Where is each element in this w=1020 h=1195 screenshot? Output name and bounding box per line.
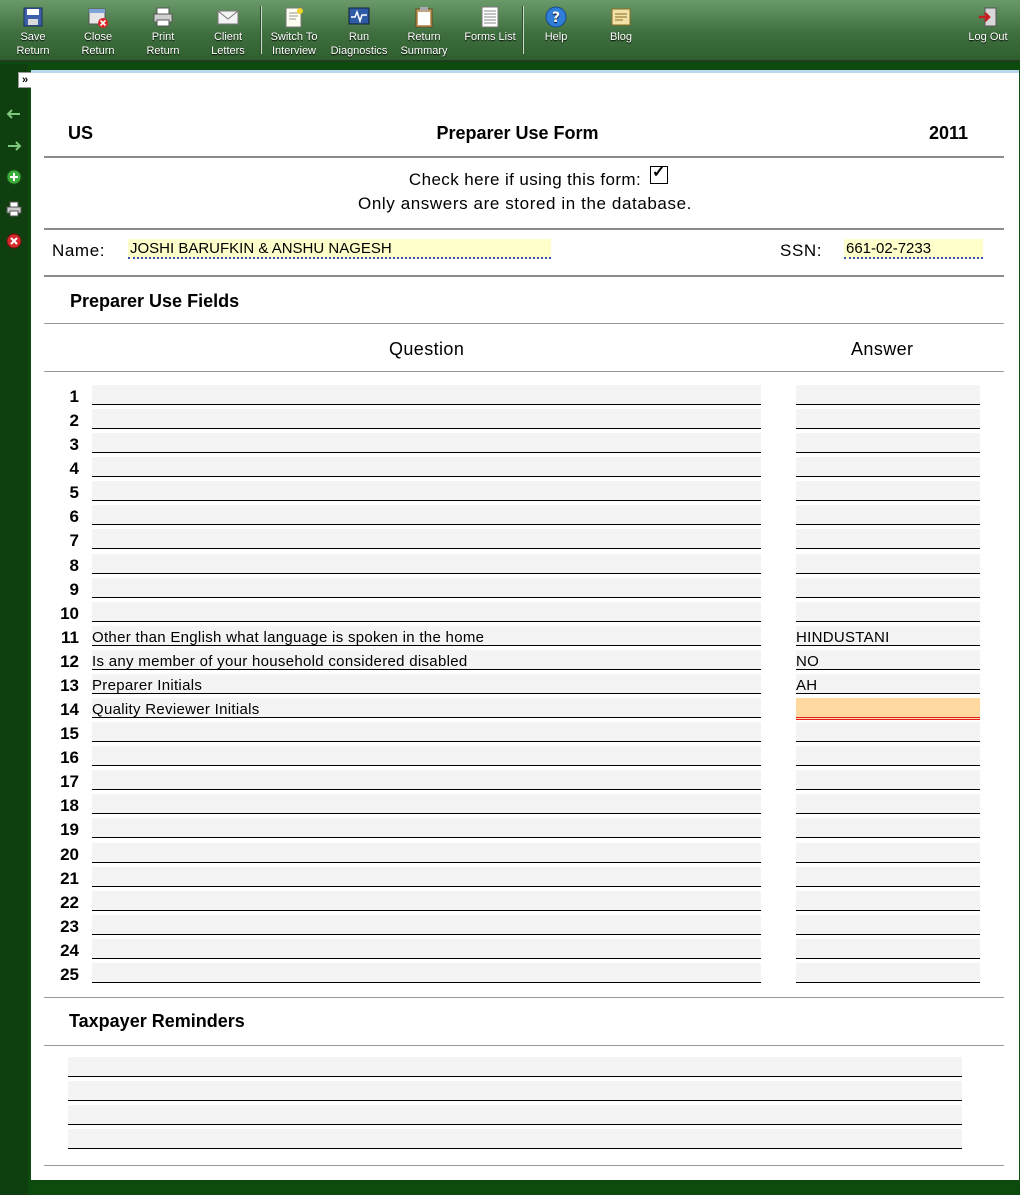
answer-field[interactable] bbox=[796, 554, 980, 574]
answer-field[interactable] bbox=[796, 891, 980, 911]
save-icon bbox=[22, 6, 44, 28]
return-summary-label: Return Summary bbox=[400, 31, 448, 57]
question-field[interactable] bbox=[92, 433, 761, 453]
forms-list-button[interactable] bbox=[458, 4, 522, 60]
close-return-button[interactable] bbox=[66, 4, 130, 60]
row-number: 17 bbox=[60, 772, 79, 791]
close-return-label: Close Return bbox=[81, 31, 115, 57]
answer-field[interactable] bbox=[796, 770, 980, 790]
question-field[interactable] bbox=[92, 481, 761, 501]
answer-field[interactable]: NO bbox=[796, 650, 980, 670]
divider bbox=[44, 156, 1004, 158]
row-number: 25 bbox=[60, 965, 79, 984]
ssn-field[interactable]: 661-02-7233 bbox=[844, 239, 983, 259]
table-row bbox=[31, 818, 1019, 842]
answer-field[interactable] bbox=[796, 602, 980, 622]
forms-list-label: Forms List bbox=[464, 31, 516, 43]
reminder-line[interactable] bbox=[68, 1105, 962, 1125]
diagnostics-icon bbox=[348, 6, 370, 28]
question-field[interactable] bbox=[92, 554, 761, 574]
question-field[interactable] bbox=[92, 794, 761, 814]
switch-to-interview-label: Switch To Interview bbox=[270, 31, 318, 57]
question-field[interactable] bbox=[92, 770, 761, 790]
question-field[interactable] bbox=[92, 529, 761, 549]
divider bbox=[44, 1165, 1004, 1166]
answer-field[interactable]: AH bbox=[796, 674, 980, 694]
form-jurisdiction: US bbox=[68, 123, 94, 143]
row-number: 22 bbox=[60, 893, 79, 912]
table-row bbox=[31, 674, 1019, 698]
question-field[interactable] bbox=[92, 409, 761, 429]
divider bbox=[44, 997, 1004, 998]
row-number: 3 bbox=[69, 435, 79, 454]
answer-field[interactable] bbox=[796, 963, 980, 983]
divider bbox=[44, 228, 1004, 230]
question-field[interactable] bbox=[92, 939, 761, 959]
row-number: 6 bbox=[69, 507, 79, 526]
question-field[interactable] bbox=[92, 505, 761, 525]
reminder-line[interactable] bbox=[68, 1129, 962, 1149]
row-number: 24 bbox=[60, 941, 79, 960]
row-number: 1 bbox=[69, 387, 79, 406]
table-row bbox=[31, 891, 1019, 915]
table-row bbox=[31, 843, 1019, 867]
use-form-label: Check here if using this form: bbox=[408, 170, 642, 189]
answer-field[interactable] bbox=[796, 505, 980, 525]
side-rail bbox=[0, 64, 28, 1195]
question-field[interactable] bbox=[92, 385, 761, 405]
close-return-icon bbox=[87, 6, 109, 28]
name-label: Name: bbox=[52, 241, 106, 260]
answer-field[interactable] bbox=[796, 722, 980, 742]
page-title: Preparer Use Form bbox=[436, 123, 599, 143]
collapse-panel-button[interactable]: » bbox=[18, 72, 32, 88]
row-number: 19 bbox=[60, 820, 79, 839]
interview-icon bbox=[283, 6, 305, 28]
question-field[interactable]: Quality Reviewer Initials bbox=[92, 698, 761, 718]
table-row bbox=[31, 409, 1019, 433]
client-letters-label: Client Letters bbox=[211, 31, 245, 57]
question-field[interactable] bbox=[92, 722, 761, 742]
switch-to-interview-button[interactable] bbox=[262, 4, 326, 60]
row-number: 18 bbox=[60, 796, 79, 815]
form-panel bbox=[31, 70, 1019, 1180]
row-number: 5 bbox=[69, 483, 79, 502]
log-out-label: Log Out bbox=[968, 31, 1008, 43]
question-field[interactable] bbox=[92, 746, 761, 766]
table-row bbox=[31, 385, 1019, 409]
question-field[interactable] bbox=[92, 818, 761, 838]
answer-field[interactable] bbox=[796, 578, 980, 598]
blog-label: Blog bbox=[609, 31, 633, 43]
ssn-label: SSN: bbox=[780, 241, 823, 260]
question-field[interactable]: Is any member of your household considered disabled bbox=[92, 650, 761, 670]
list-icon bbox=[479, 6, 501, 28]
table-row bbox=[31, 529, 1019, 553]
row-number: 15 bbox=[60, 724, 79, 743]
question-field[interactable] bbox=[92, 457, 761, 477]
answer-field[interactable] bbox=[796, 915, 980, 935]
row-number: 2 bbox=[69, 411, 79, 430]
question-field[interactable] bbox=[92, 915, 761, 935]
blog-icon bbox=[610, 6, 632, 28]
question-field[interactable] bbox=[92, 602, 761, 622]
table-row bbox=[31, 963, 1019, 987]
arrow-left-icon[interactable] bbox=[6, 106, 22, 122]
reminder-line[interactable] bbox=[68, 1057, 962, 1077]
table-row bbox=[31, 626, 1019, 650]
divider bbox=[44, 275, 1004, 277]
row-number: 21 bbox=[60, 869, 79, 888]
question-field[interactable]: Preparer Initials bbox=[92, 674, 761, 694]
row-number: 23 bbox=[60, 917, 79, 936]
table-row bbox=[31, 794, 1019, 818]
add-icon[interactable] bbox=[6, 169, 22, 185]
save-return-button[interactable] bbox=[1, 4, 65, 60]
question-field[interactable] bbox=[92, 891, 761, 911]
answer-field[interactable] bbox=[796, 433, 980, 453]
question-field[interactable] bbox=[92, 963, 761, 983]
divider bbox=[44, 323, 1004, 324]
row-number: 13 bbox=[60, 676, 79, 695]
answer-field[interactable] bbox=[796, 385, 980, 405]
row-number: 7 bbox=[69, 531, 79, 550]
answer-field[interactable] bbox=[796, 818, 980, 838]
print-return-button[interactable] bbox=[131, 4, 195, 60]
client-letters-button[interactable] bbox=[196, 4, 260, 60]
row-number: 9 bbox=[69, 580, 79, 599]
envelope-icon bbox=[217, 6, 239, 28]
storage-note: Only answers are stored in the database. bbox=[358, 194, 692, 213]
table-row bbox=[31, 770, 1019, 794]
divider bbox=[44, 371, 1004, 372]
answer-field[interactable] bbox=[796, 457, 980, 477]
answer-field[interactable] bbox=[796, 794, 980, 814]
table-row bbox=[31, 554, 1019, 578]
preparer-use-fields-heading: Preparer Use Fields bbox=[70, 291, 240, 311]
row-number: 10 bbox=[60, 604, 79, 623]
checkmark-icon: ✓ bbox=[652, 164, 666, 181]
question-column-header: Question bbox=[389, 339, 465, 359]
printer-icon bbox=[152, 6, 174, 28]
row-number: 20 bbox=[60, 845, 79, 864]
table-row bbox=[31, 505, 1019, 529]
table-row bbox=[31, 867, 1019, 891]
taxpayer-reminders-heading: Taxpayer Reminders bbox=[69, 1011, 245, 1031]
table-row bbox=[31, 650, 1019, 674]
use-form-checkbox[interactable] bbox=[650, 166, 668, 184]
answer-field[interactable] bbox=[796, 867, 980, 887]
run-diagnostics-label: Run Diagnostics bbox=[330, 31, 388, 57]
table-row bbox=[31, 698, 1019, 722]
question-field[interactable] bbox=[92, 578, 761, 598]
name-field[interactable]: JOSHI BARUFKIN & ANSHU NAGESH bbox=[128, 239, 551, 259]
answer-field[interactable] bbox=[796, 481, 980, 501]
reminder-line[interactable] bbox=[68, 1081, 962, 1101]
help-icon bbox=[545, 6, 567, 28]
answer-field[interactable] bbox=[796, 939, 980, 959]
row-number: 8 bbox=[69, 556, 79, 575]
table-row bbox=[31, 722, 1019, 746]
table-row bbox=[31, 481, 1019, 505]
run-diagnostics-button[interactable] bbox=[327, 4, 391, 60]
logout-icon bbox=[977, 6, 999, 28]
answer-field[interactable] bbox=[796, 409, 980, 429]
clipboard-icon bbox=[413, 6, 435, 28]
row-number: 16 bbox=[60, 748, 79, 767]
table-row bbox=[31, 433, 1019, 457]
row-number: 14 bbox=[60, 700, 79, 719]
table-row bbox=[31, 939, 1019, 963]
form-year: 2011 bbox=[929, 123, 969, 143]
save-return-label: Save Return bbox=[16, 31, 50, 57]
row-number: 12 bbox=[60, 652, 79, 671]
answer-field[interactable] bbox=[796, 746, 980, 766]
question-field[interactable]: Other than English what language is spoken in the home bbox=[92, 626, 761, 646]
help-button[interactable] bbox=[524, 4, 588, 60]
row-number: 11 bbox=[61, 628, 79, 647]
table-row bbox=[31, 602, 1019, 626]
print-return-label: Print Return bbox=[146, 31, 180, 57]
table-row bbox=[31, 915, 1019, 939]
question-field[interactable] bbox=[92, 843, 761, 863]
delete-icon[interactable] bbox=[6, 233, 22, 249]
answer-field[interactable]: HINDUSTANI bbox=[796, 626, 980, 646]
return-summary-button[interactable] bbox=[392, 4, 456, 60]
answer-field[interactable] bbox=[796, 529, 980, 549]
row-number: 4 bbox=[69, 459, 79, 478]
question-field[interactable] bbox=[92, 867, 761, 887]
answer-field[interactable] bbox=[796, 698, 980, 720]
table-row bbox=[31, 746, 1019, 770]
log-out-button[interactable] bbox=[956, 4, 1020, 60]
answer-column-header: Answer bbox=[851, 339, 914, 359]
printer-icon[interactable] bbox=[6, 201, 22, 217]
divider bbox=[44, 1045, 1004, 1046]
answer-field[interactable] bbox=[796, 843, 980, 863]
table-row bbox=[31, 578, 1019, 602]
help-label: Help bbox=[544, 31, 568, 43]
arrow-right-icon[interactable] bbox=[6, 138, 22, 154]
svg-text:?: ? bbox=[551, 10, 561, 26]
blog-button[interactable] bbox=[589, 4, 653, 60]
table-row bbox=[31, 457, 1019, 481]
toolbar bbox=[0, 0, 1020, 62]
